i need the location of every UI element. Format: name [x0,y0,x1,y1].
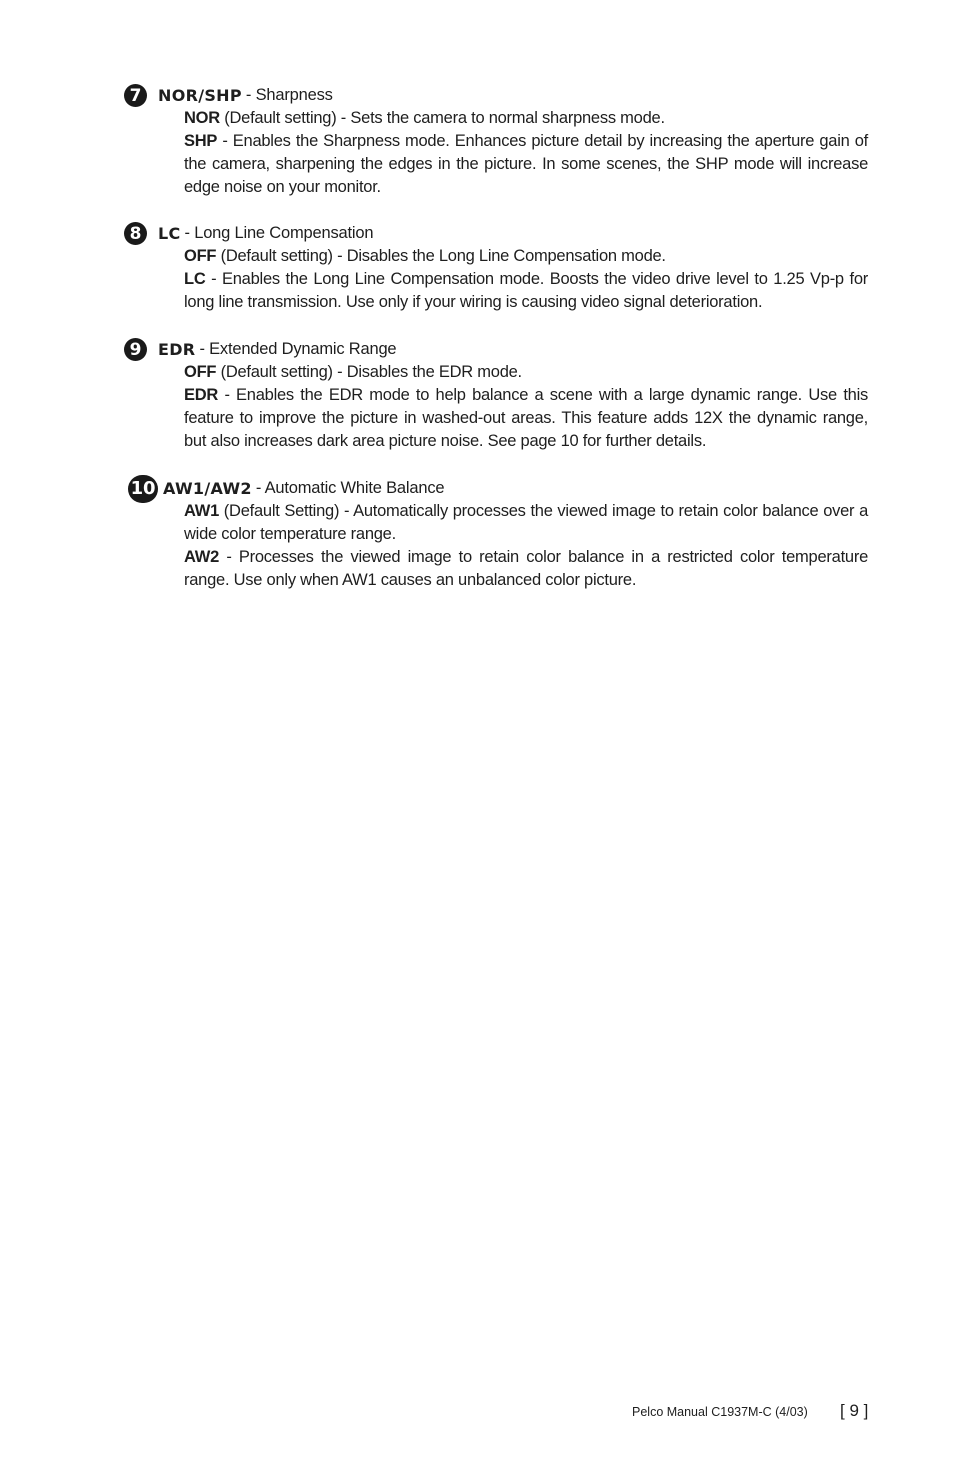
option-paragraph [184,361,868,384]
option-text: (Default Setting) - Automatically processes the viewed image to retain color balance over a wide color temperature range. [184,502,868,543]
option-text: - Enables the Long Line Compensation mode. Boosts the video drive level to 1.25 Vp-p for long line transmission. Use only if your wiring is causing video signal deterioration. [184,270,868,311]
number-badge-icon: 10 [128,475,158,503]
option-text: - Enables the Sharpness mode. Enhances picture detail by increasing the aperture gain of the camera, sharpening the edges in the picture. In some scenes, the SHP mode will increase edge noise on your monitor. [184,132,868,196]
option-label: AW2 [184,548,220,566]
option-label: OFF [184,247,217,265]
setting-description: - Long Line Compensation [184,224,374,242]
option-label: OFF [184,363,217,381]
setting-code: LC [158,224,181,243]
section-body [184,500,868,592]
option-paragraph [184,107,868,130]
section-heading [124,338,868,361]
option-label: EDR [184,386,219,404]
section-body [184,245,868,314]
section-edr [124,338,868,453]
setting-code: NOR/SHP [158,86,242,105]
footer-manual-reference: Pelco Manual C1937M-C (4/03) [632,1405,808,1419]
option-paragraph [184,268,868,314]
number-badge-icon: 8 [124,222,147,245]
option-text: (Default setting) - Sets the camera to normal sharpness mode. [219,109,665,127]
option-text: - Enables the EDR mode to help balance a scene with a large dynamic range. Use this feature to improve the picture in washed-out areas. This feature adds 12X the dynamic range, but also increases dark area picture noise. See page 10 for further details. [184,386,868,450]
section-heading [124,477,868,500]
section-heading [124,84,868,107]
number-badge-icon: 7 [124,84,147,107]
option-paragraph [184,500,868,546]
option-text: (Default setting) - Disables the EDR mode. [216,363,522,381]
setting-code: AW1/AW2 [163,479,252,498]
section-heading [124,222,868,245]
option-label: LC [184,270,206,288]
section-body [184,107,868,199]
section-nor-shp [124,84,868,199]
section-lc [124,222,868,314]
setting-description: - Extended Dynamic Range [199,340,397,358]
setting-description: - Sharpness [245,86,333,104]
option-paragraph [184,546,868,592]
option-label: SHP [184,132,218,150]
setting-description: - Automatic White Balance [255,479,445,497]
number-badge-icon: 9 [124,338,147,361]
page-number: [ 9 ] [840,1401,869,1420]
option-text: - Processes the viewed image to retain color balance in a restricted color temperature range. Use only when AW1 causes an unbalanced color picture. [184,548,868,589]
option-text: (Default setting) - Disables the Long Line Compensation mode. [216,247,666,265]
section-aw1-aw2 [124,477,868,592]
section-body [184,361,868,453]
option-label: AW1 [184,502,220,520]
option-label: NOR [184,109,220,127]
option-paragraph [184,130,868,199]
setting-code: EDR [158,340,196,359]
option-paragraph [184,384,868,453]
option-paragraph [184,245,868,268]
